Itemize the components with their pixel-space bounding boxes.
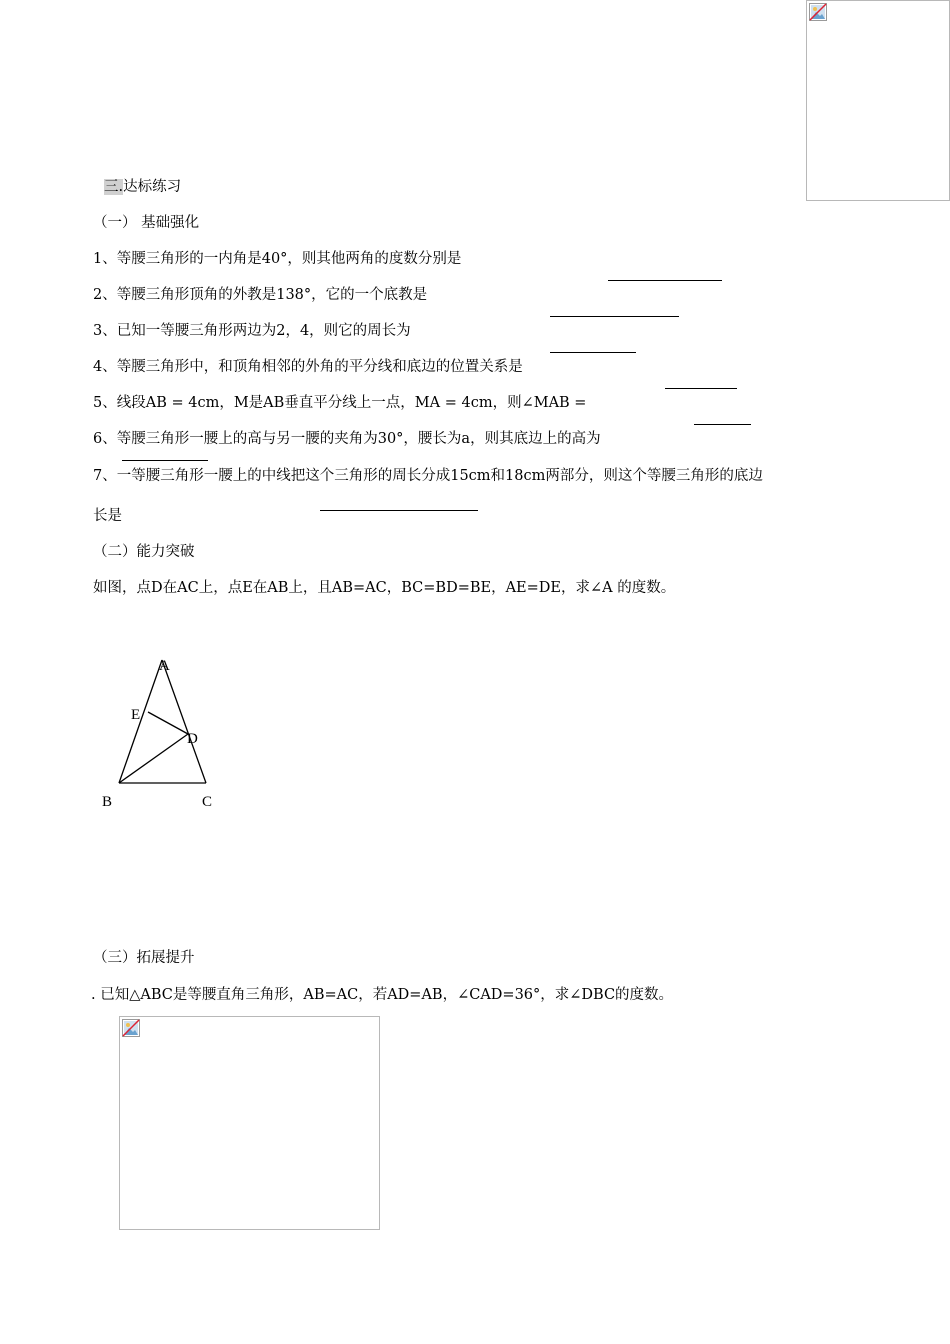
question-7-line-2: 长是 [93,508,122,524]
question-7-line-1: 7、一等腰三角形一腰上的中线把这个三角形的周长分成15cm和18cm两部分，则这个等腰三角形的底边 [93,468,763,484]
label-e: E [131,707,141,723]
label-a: A [159,658,170,674]
part1-heading: （一） 基础强化 [93,215,200,231]
answer-blank-7 [320,510,478,511]
part3-problem: . 已知△ABC是等腰直角三角形，AB=AC，若AD=AB，∠CAD=36°，求∠DBC的度数。 [91,987,674,1003]
section-title-text: 达标练习 [123,179,182,195]
question-4: 4、等腰三角形中，和顶角相邻的外角的平分线和底边的位置关系是 [93,359,523,375]
answer-blank-2 [550,316,679,317]
segment-ab [119,660,162,783]
question-6: 6、等腰三角形一腰上的高与另一腰的夹角为30°，腰长为a，则其底边上的高为 [93,431,601,447]
answer-blank-1 [608,280,722,281]
question-2: 2、等腰三角形顶角的外教是138°，它的一个底教是 [93,287,428,303]
broken-image-icon [122,1019,140,1037]
segment-ac [162,660,206,783]
label-b: B [102,794,113,810]
triangle-figure [95,650,235,815]
label-d: D [187,731,198,747]
answer-blank-6 [122,460,208,461]
broken-image-top-right [806,0,950,201]
label-c: C [202,794,213,810]
part2-problem: 如图，点D在AC上，点E在AB上，且AB=AC，BC=BD=BE，AE=DE，求∠A 的度数。 [93,580,676,596]
part3-heading: （三）拓展提升 [93,950,195,966]
broken-image-bottom [119,1016,380,1230]
broken-image-icon [809,3,827,21]
answer-blank-5 [694,424,751,425]
question-3: 3、已知一等腰三角形两边为2，4，则它的周长为 [93,323,411,339]
part2-heading: （二）能力突破 [93,544,195,560]
question-5: 5、线段AB = 4cm，M是AB垂直平分线上一点，MA = 4cm，则∠MAB = [93,395,587,411]
section-number: 三. [104,179,124,195]
answer-blank-3 [550,352,636,353]
section-title [104,177,181,197]
question-1: 1、等腰三角形的一内角是40°，则其他两角的度数分别是 [93,251,462,267]
answer-blank-4 [665,388,737,389]
segment-bd [119,734,188,783]
